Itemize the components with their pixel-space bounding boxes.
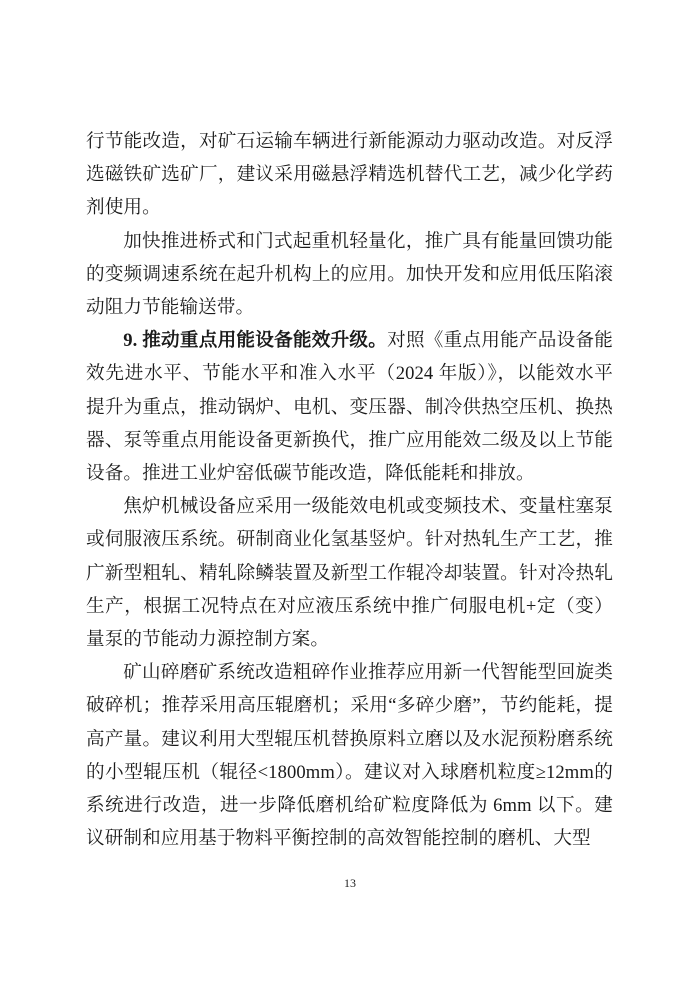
- paragraph-section-9: [86, 324, 613, 490]
- paragraph-mining-retrofit-continuation: 行节能改造，对矿石运输车辆进行新能源动力驱动改造。对反浮选磁铁矿选矿厂，建议采用磁悬浮精选机替代工艺，减少化学药剂使用。: [86, 131, 613, 219]
- section-9-heading: 9. 推动重点用能设备能效升级。: [123, 330, 388, 352]
- paragraph-coke-oven-equipment: 焦炉机械设备应采用一级能效电机或变频技术、变量柱塞泵或伺服液压系统。研制商业化氢基竖炉。针对热轧生产工艺，推广新型粗轧、精轧除鳞装置及新型工作辊冷却装置。针对冷热轧生产，根据工况特点在对应液压系统中推广伺服电机+定（变）量泵的节能动力源控制方案。: [86, 496, 613, 651]
- paragraph-mine-crushing-grinding: 矿山碎磨矿系统改造粗碎作业推荐应用新一代智能型回旋类破碎机；推荐采用高压辊磨机；采用“多碎少磨”，节约能耗，提高产量。建议利用大型辊压机替换原料立磨以及水泥预粉磨系统的小型辊压机（辊径<1800mm）。建议对入球磨机粒度≥12mm的系统进行改造，进一步降低磨机给矿粒度降低为 6mm 以下。建议研制和应用基于物料平衡控制的高效智能控制的磨机、大型: [86, 662, 613, 850]
- section-9-body: 对照《重点用能产品设备能效先进水平、节能水平和准入水平（2024 年版）》，以能效水平提升为重点，推动锅炉、电机、变压器、制冷供热空压机、换热器、泵等重点用能设备更新换代，推广应用能效二级及以上节能设备。推进工业炉窑低碳节能改造，降低能耗和排放。: [86, 330, 614, 485]
- page-number: 13: [344, 876, 356, 890]
- paragraph-crane-lightweighting: 加快推进桥式和门式起重机轻量化，推广具有能量回馈功能的变频调速系统在起升机构上的应用。加快开发和应用低压陷滚动阻力节能输送带。: [86, 230, 613, 319]
- text-block: [86, 125, 613, 855]
